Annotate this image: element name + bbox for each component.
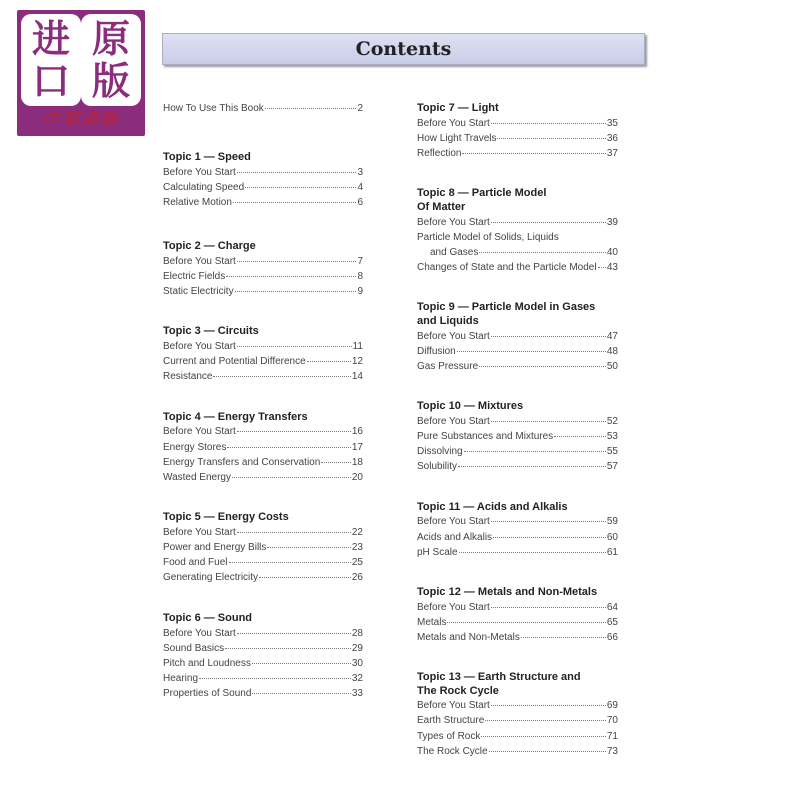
toc-leader — [235, 291, 357, 292]
toc-leader — [259, 577, 351, 578]
toc-entry-title: Pure Substances and Mixtures — [417, 431, 554, 442]
toc-entry-page: 32 — [351, 673, 363, 684]
toc-entry-title: Before You Start — [163, 628, 236, 639]
toc-leader — [237, 633, 351, 634]
toc-entry-page: 9 — [357, 286, 363, 297]
toc-leader — [237, 172, 357, 173]
toc-entry[interactable] — [417, 345, 618, 358]
toc-leader — [489, 751, 606, 752]
toc-entry-page: 47 — [606, 331, 618, 342]
toc-entry-page: 14 — [351, 371, 363, 382]
toc-entry-title: Generating Electricity — [163, 572, 259, 583]
toc-entry[interactable] — [163, 425, 363, 438]
toc-entry-page: 3 — [357, 167, 363, 178]
toc-entry-title: Current and Potential Difference — [163, 356, 306, 367]
toc-entry[interactable] — [163, 441, 363, 454]
toc-entry[interactable] — [163, 571, 363, 584]
toc-leader — [237, 261, 357, 262]
toc-leader — [252, 693, 350, 694]
topic-heading[interactable]: Topic 5 — Energy Costs — [163, 511, 289, 523]
toc-leader — [226, 276, 356, 277]
toc-entry-page: 29 — [351, 643, 363, 654]
toc-entry-title: The Rock Cycle — [417, 746, 488, 757]
toc-leader — [479, 252, 606, 253]
toc-entry-page: 16 — [351, 426, 363, 437]
toc-entry-title: How Light Travels — [417, 133, 497, 144]
toc-entry-title: Gas Pressure — [417, 361, 479, 372]
toc-entry-page: 40 — [606, 247, 618, 258]
toc-entry[interactable] — [163, 370, 363, 383]
toc-leader — [237, 431, 351, 432]
toc-entry-page: 26 — [351, 572, 363, 583]
toc-leader — [457, 351, 606, 352]
toc-entry-page: 37 — [606, 148, 618, 159]
topic-heading[interactable]: Topic 4 — Energy Transfers — [163, 411, 308, 423]
toc-leader — [229, 562, 351, 563]
topic-heading[interactable]: Topic 3 — Circuits — [163, 325, 259, 337]
toc-entry-page: 53 — [606, 431, 618, 442]
toc-leader — [491, 607, 606, 608]
toc-leader — [491, 123, 606, 124]
toc-entry-title: Metals — [417, 617, 447, 628]
toc-entry-title: Changes of State and the Particle Model — [417, 262, 597, 273]
toc-entry-title: Before You Start — [417, 516, 490, 527]
toc-entry-page: 36 — [606, 133, 618, 144]
toc-entry-title: Before You Start — [417, 331, 490, 342]
toc-entry-page: 2 — [357, 103, 363, 114]
toc-entry[interactable] — [163, 255, 363, 268]
toc-entry[interactable] — [417, 616, 618, 629]
toc-entry[interactable] — [417, 330, 618, 343]
publisher-logo — [17, 10, 145, 136]
toc-entry[interactable] — [417, 360, 618, 373]
toc-entry-page: 22 — [351, 527, 363, 538]
toc-entry-title[interactable]: Particle Model of Solids, Liquids — [417, 232, 559, 243]
toc-entry-page: 57 — [606, 461, 618, 472]
toc-entry-page: 71 — [606, 731, 618, 742]
topic-heading[interactable]: Topic 7 — Light — [417, 102, 499, 114]
toc-entry[interactable] — [163, 687, 363, 700]
toc-entry-title: Before You Start — [417, 416, 490, 427]
toc-entry[interactable] — [417, 730, 618, 743]
toc-entry-page: 64 — [606, 602, 618, 613]
toc-entry[interactable] — [417, 515, 618, 528]
toc-leader — [462, 153, 605, 154]
toc-entry[interactable] — [163, 270, 363, 283]
toc-entry[interactable] — [163, 355, 363, 368]
toc-leader — [447, 622, 605, 623]
toc-entry-title: Types of Rock — [417, 731, 481, 742]
toc-entry-title: Earth Structure — [417, 715, 485, 726]
toc-entry-title: Before You Start — [163, 426, 236, 437]
toc-leader — [493, 537, 606, 538]
toc-entry[interactable] — [417, 714, 618, 727]
toc-entry-title: Solubility — [417, 461, 458, 472]
toc-entry-title: Before You Start — [163, 167, 236, 178]
toc-entry-title: Power and Energy Bills — [163, 542, 267, 553]
toc-entry-title: Relative Motion — [163, 197, 232, 208]
toc-leader — [485, 720, 606, 721]
toc-entry-page: 7 — [357, 256, 363, 267]
toc-entry-title: How To Use This Book — [163, 103, 264, 114]
toc-leader — [227, 447, 351, 448]
toc-entry-page: 59 — [606, 516, 618, 527]
toc-entry[interactable] — [163, 181, 363, 194]
topic-heading-continued[interactable]: Of Matter — [417, 201, 466, 213]
toc-entry-title: Before You Start — [163, 527, 236, 538]
toc-entry-page: 4 — [357, 182, 363, 193]
toc-entry[interactable] — [417, 699, 618, 712]
toc-entry-title: Energy Transfers and Conservation — [163, 457, 321, 468]
toc-entry-title: Properties of Sound — [163, 688, 252, 699]
toc-leader — [491, 336, 606, 337]
toc-entry[interactable] — [417, 445, 618, 458]
toc-entry-title: Hearing — [163, 673, 199, 684]
toc-entry-title: Static Electricity — [163, 286, 234, 297]
toc-entry-title: Sound Basics — [163, 643, 225, 654]
toc-entry[interactable] — [163, 541, 363, 554]
toc-entry[interactable] — [163, 627, 363, 640]
toc-entry-page: 30 — [351, 658, 363, 669]
toc-leader — [265, 108, 357, 109]
toc-leader — [479, 366, 606, 367]
toc-entry-title: Diffusion — [417, 346, 456, 357]
logo-char: 口 — [31, 58, 70, 103]
toc-leader — [321, 462, 351, 463]
logo-char: 原 — [91, 16, 130, 61]
toc-leader — [245, 187, 356, 188]
toc-leader — [252, 663, 351, 664]
toc-entry[interactable] — [417, 117, 618, 130]
toc-leader — [307, 361, 351, 362]
topic-heading[interactable]: Topic 9 — Particle Model in Gases — [417, 301, 596, 313]
toc-entry-page: 35 — [606, 118, 618, 129]
topic-heading[interactable]: Topic 8 — Particle Model — [417, 187, 547, 199]
toc-entry-title: Before You Start — [417, 602, 490, 613]
toc-entry[interactable] — [417, 415, 618, 428]
toc-entry-page: 61 — [606, 547, 618, 558]
toc-entry[interactable] — [163, 657, 363, 670]
toc-entry-page: 39 — [606, 217, 618, 228]
toc-leader — [213, 376, 350, 377]
toc-entry-page: 20 — [351, 472, 363, 483]
toc-entry[interactable] — [163, 196, 363, 209]
toc-entry-title: Acids and Alkalis — [417, 532, 493, 543]
toc-entry-title: Before You Start — [163, 256, 236, 267]
toc-entry-page: 52 — [606, 416, 618, 427]
toc-entry-title: Before You Start — [163, 341, 236, 352]
toc-entry-title: Before You Start — [417, 700, 490, 711]
toc-leader — [491, 222, 606, 223]
toc-entry-page: 6 — [357, 197, 363, 208]
topic-heading[interactable]: Topic 1 — Speed — [163, 151, 251, 163]
toc-entry-page: 8 — [357, 271, 363, 282]
toc-entry-title: Before You Start — [417, 217, 490, 228]
toc-entry[interactable] — [163, 556, 363, 569]
toc-leader — [497, 138, 605, 139]
topic-heading[interactable]: Topic 13 — Earth Structure and — [417, 671, 581, 683]
toc-entry[interactable] — [417, 631, 618, 644]
toc-entry[interactable] — [417, 546, 618, 559]
toc-entry[interactable] — [417, 460, 618, 473]
toc-entry-title: pH Scale — [417, 547, 458, 558]
toc-entry[interactable] — [163, 526, 363, 539]
toc-entry-page: 60 — [606, 532, 618, 543]
toc-leader — [267, 547, 350, 548]
toc-entry[interactable] — [163, 672, 363, 685]
toc-leader — [199, 678, 351, 679]
toc-entry[interactable] — [163, 340, 363, 353]
toc-entry-page: 50 — [606, 361, 618, 372]
toc-leader — [554, 436, 606, 437]
toc-entry[interactable] — [417, 147, 618, 160]
toc-entry[interactable] — [417, 531, 618, 544]
logo-subtitle: 中華商務 — [43, 110, 119, 130]
logo-left-page — [21, 14, 81, 106]
toc-entry-page: 23 — [351, 542, 363, 553]
topic-heading[interactable]: Topic 10 — Mixtures — [417, 400, 524, 412]
toc-entry-title: Electric Fields — [163, 271, 226, 282]
toc-leader — [491, 521, 606, 522]
topic-heading[interactable]: Topic 12 — Metals and Non-Metals — [417, 586, 598, 598]
toc-leader — [464, 451, 606, 452]
toc-entry-page: 12 — [351, 356, 363, 367]
toc-leader — [237, 346, 352, 347]
toc-entry-title: Food and Fuel — [163, 557, 228, 568]
toc-entry[interactable] — [163, 285, 363, 298]
toc-entry[interactable] — [417, 745, 618, 758]
toc-entry-title: Energy Stores — [163, 442, 227, 453]
toc-leader — [232, 477, 351, 478]
toc-entry-page: 70 — [606, 715, 618, 726]
toc-entry[interactable] — [417, 601, 618, 614]
toc-entry-title: Reflection — [417, 148, 462, 159]
toc-entry[interactable] — [417, 261, 618, 274]
topic-heading-continued[interactable]: and Liquids — [417, 315, 479, 327]
toc-entry-page: 28 — [351, 628, 363, 639]
toc-entry-title: Metals and Non-Metals — [417, 632, 520, 643]
toc-leader — [598, 267, 606, 268]
toc-entry-title: Calculating Speed — [163, 182, 245, 193]
toc-entry[interactable] — [163, 456, 363, 469]
toc-leader — [237, 532, 351, 533]
toc-leader — [491, 421, 606, 422]
toc-leader — [225, 648, 351, 649]
toc-entry[interactable] — [417, 246, 618, 259]
toc-entry-page: 11 — [352, 341, 363, 352]
toc-leader — [459, 552, 606, 553]
logo-char: 进 — [31, 16, 70, 61]
toc-entry-title: Pitch and Loudness — [163, 658, 251, 669]
contents-header — [162, 33, 645, 65]
toc-entry-title-continued: and Gases — [430, 247, 479, 258]
toc-entry-page: 18 — [351, 457, 363, 468]
toc-leader — [521, 637, 606, 638]
topic-heading[interactable]: Topic 11 — Acids and Alkalis — [417, 501, 568, 513]
toc-entry[interactable] — [163, 642, 363, 655]
toc-entry-title: Resistance — [163, 371, 213, 382]
toc-entry-title: Wasted Energy — [163, 472, 231, 483]
toc-leader — [481, 736, 606, 737]
toc-entry-page: 69 — [606, 700, 618, 711]
toc-entry[interactable] — [417, 132, 618, 145]
toc-entry[interactable] — [163, 102, 363, 115]
topic-heading[interactable]: Topic 2 — Charge — [163, 240, 256, 252]
toc-entry-page: 48 — [606, 346, 618, 357]
topic-heading[interactable]: Topic 6 — Sound — [163, 612, 253, 624]
page-title: Contents — [355, 38, 452, 60]
toc-entry-title: Before You Start — [417, 118, 490, 129]
toc-leader — [233, 202, 357, 203]
toc-entry-page: 25 — [351, 557, 363, 568]
toc-entry-page: 73 — [606, 746, 618, 757]
toc-leader — [491, 705, 606, 706]
logo-char: 版 — [91, 58, 130, 103]
toc-leader — [458, 466, 606, 467]
toc-entry-page: 66 — [606, 632, 618, 643]
toc-entry-title: Dissolving — [417, 446, 463, 457]
toc-entry[interactable] — [163, 166, 363, 179]
toc-entry-page: 43 — [606, 262, 618, 273]
logo-right-page — [81, 14, 141, 106]
toc-entry-page: 33 — [351, 688, 363, 699]
toc-entry[interactable] — [417, 216, 618, 229]
toc-entry[interactable] — [417, 430, 618, 443]
toc-entry[interactable] — [163, 471, 363, 484]
topic-heading-continued[interactable]: The Rock Cycle — [417, 685, 499, 697]
toc-entry-page: 55 — [606, 446, 618, 457]
toc-entry-page: 17 — [351, 442, 363, 453]
toc-entry-page: 65 — [606, 617, 618, 628]
